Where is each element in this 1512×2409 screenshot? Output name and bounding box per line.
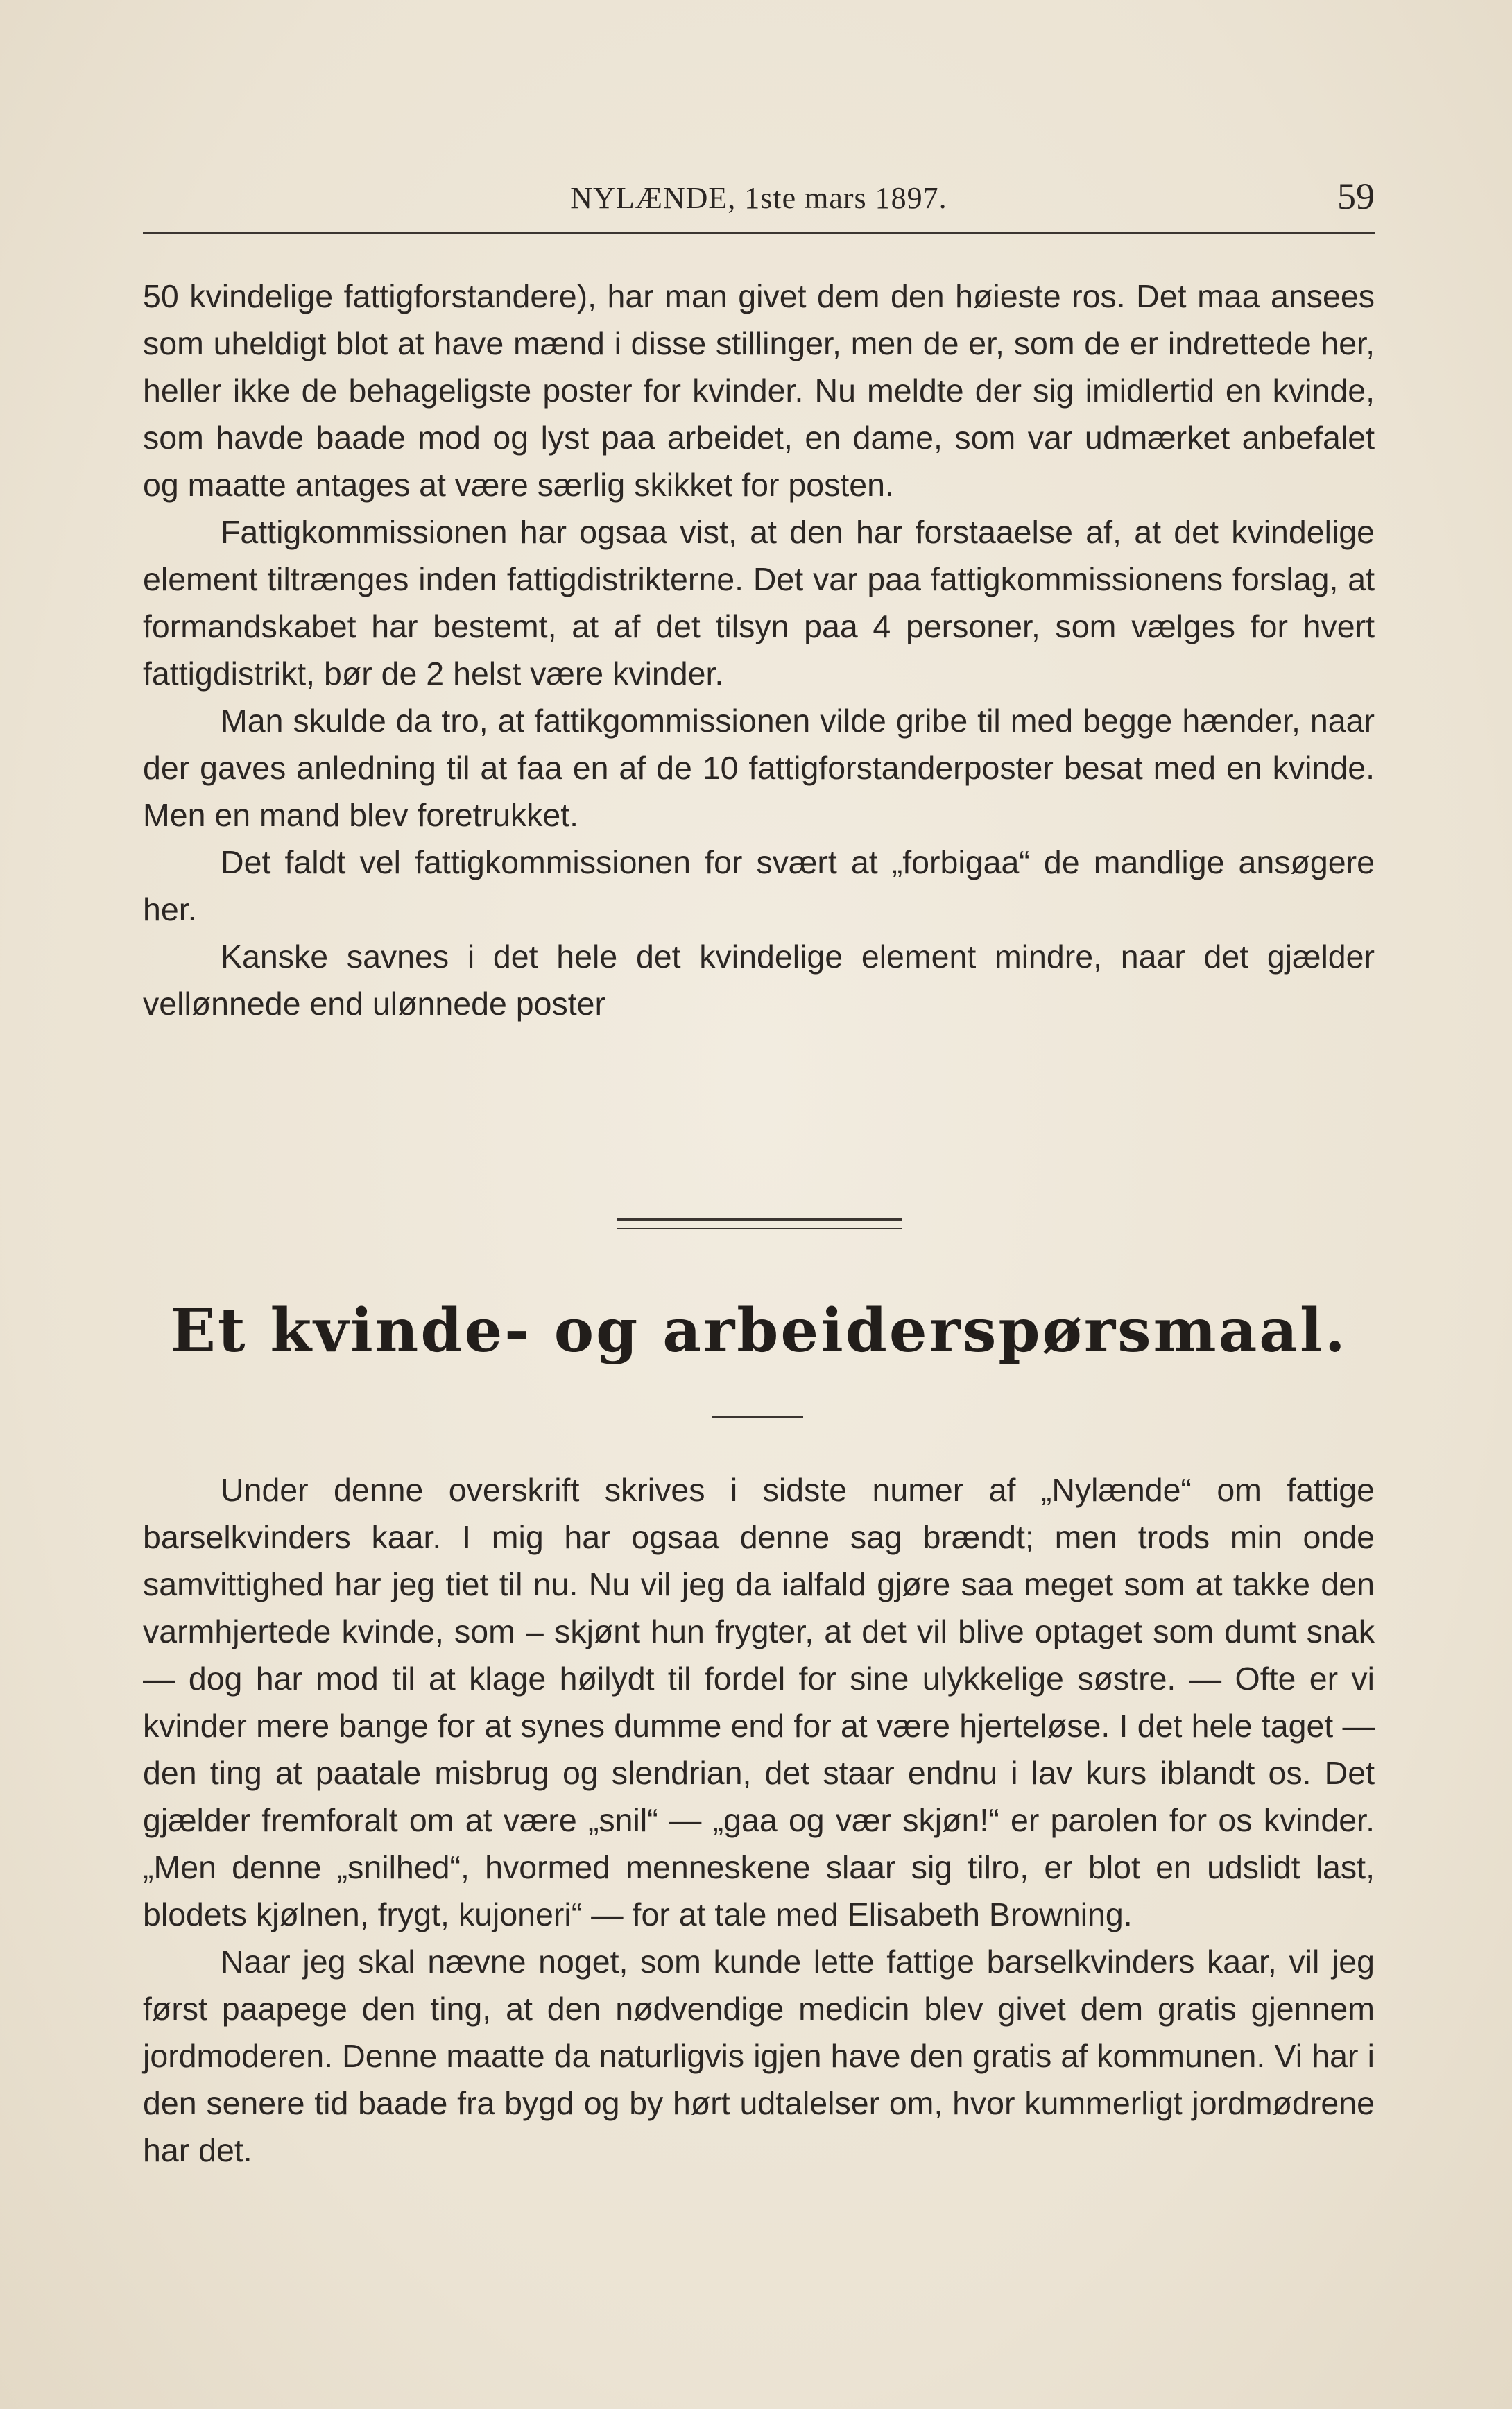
article-body (143, 1466, 1375, 2174)
paragraph: Kanske savnes i det hele det kvindelige element mindre, naar det gjælder vellønnede end ulønnede poster (143, 938, 1375, 1022)
continued-article (143, 273, 1375, 1027)
paragraph: Naar jeg skal nævne noget, som kunde lette fattige barselkvinders kaar, vil jeg først paapege den ting, at den nødvendige medicin blev givet dem gratis gjennem jordmoderen. Denne maatte da naturligvis igjen have den gratis af kommunen. Vi har i den senere tid baade fra bygd og by hørt udtalelser om, hvor kummerligt jordmødrene har det. (143, 1944, 1375, 2168)
article-title: Et kvinde- og arbeiderspørsmaal. (170, 1296, 1348, 1366)
running-title: NYLÆNDE, 1ste mars 1897. (570, 181, 947, 215)
paragraph: Under denne overskrift skrives i sidste numer af „Nylænde“ om fattige barselkvinders kaar. I mig har ogsaa denne sag brændt; men trods min onde samvittighed har jeg tiet til nu. Nu vil jeg da ialfald gjøre saa meget som at takke den varmhjertede kvinde, som – skjønt hun frygter, at det vil blive optaget som dumt snak — dog har mod til at klage høilydt til fordel for sine ulykkelige søstre. — Ofte er vi kvinder mere bange for at synes dumme end for at være hjerteløse. I det hele taget — den ting at paatale misbrug og slendrian, det staar endnu i lav kurs iblandt os. Det gjælder fremforalt om at være „snil“ — „gaa og vær skjøn!“ er parolen for os kvinder. „Men denne „snilhed“, hvormed menneskene slaar sig tilro, er blot en udslidt last, blodets kjølnen, frygt, kujoneri“ — for at tale med Elisabeth Browning. (143, 1472, 1375, 1932)
page-header (143, 175, 1375, 230)
paragraph: 50 kvindelige fattigforstandere), har man givet dem den høieste ros. Det maa ansees som uheldigt blot at have mænd i disse stillinger, men de er, som de er indrettede her, heller ikke de behageligste poster for kvinder. Nu meldte der sig imidlertid en kvinde, som havde baade mod og lyst paa arbeidet, en dame, som var udmærket anbefalet og maatte antages at være særlig skikket for posten. (143, 278, 1375, 503)
paragraph: Det faldt vel fattigkommissionen for svært at „forbigaa“ de mandlige ansøgere her. (143, 844, 1375, 927)
title-rule (712, 1416, 803, 1418)
section-divider (617, 1218, 902, 1229)
header-rule (143, 232, 1375, 234)
paragraph: Fattigkommissionen har ogsaa vist, at den har forstaaelse af, at det kvindelige element tiltrænges inden fattigdistrikterne. Det var paa fattigkommissionens forslag, at formandskabet har bestemt, at af det tilsyn paa 4 personer, som vælges for hvert fattigdistrikt, bør de 2 helst være kvinder. (143, 514, 1375, 692)
paragraph: Man skulde da tro, at fattikgommissionen vilde gribe til med begge hænder, naar der gaves anledning til at faa en af de 10 fattigforstanderposter besat med en kvinde. Men en mand blev foretrukket. (143, 703, 1375, 833)
page-number: 59 (1337, 175, 1375, 217)
